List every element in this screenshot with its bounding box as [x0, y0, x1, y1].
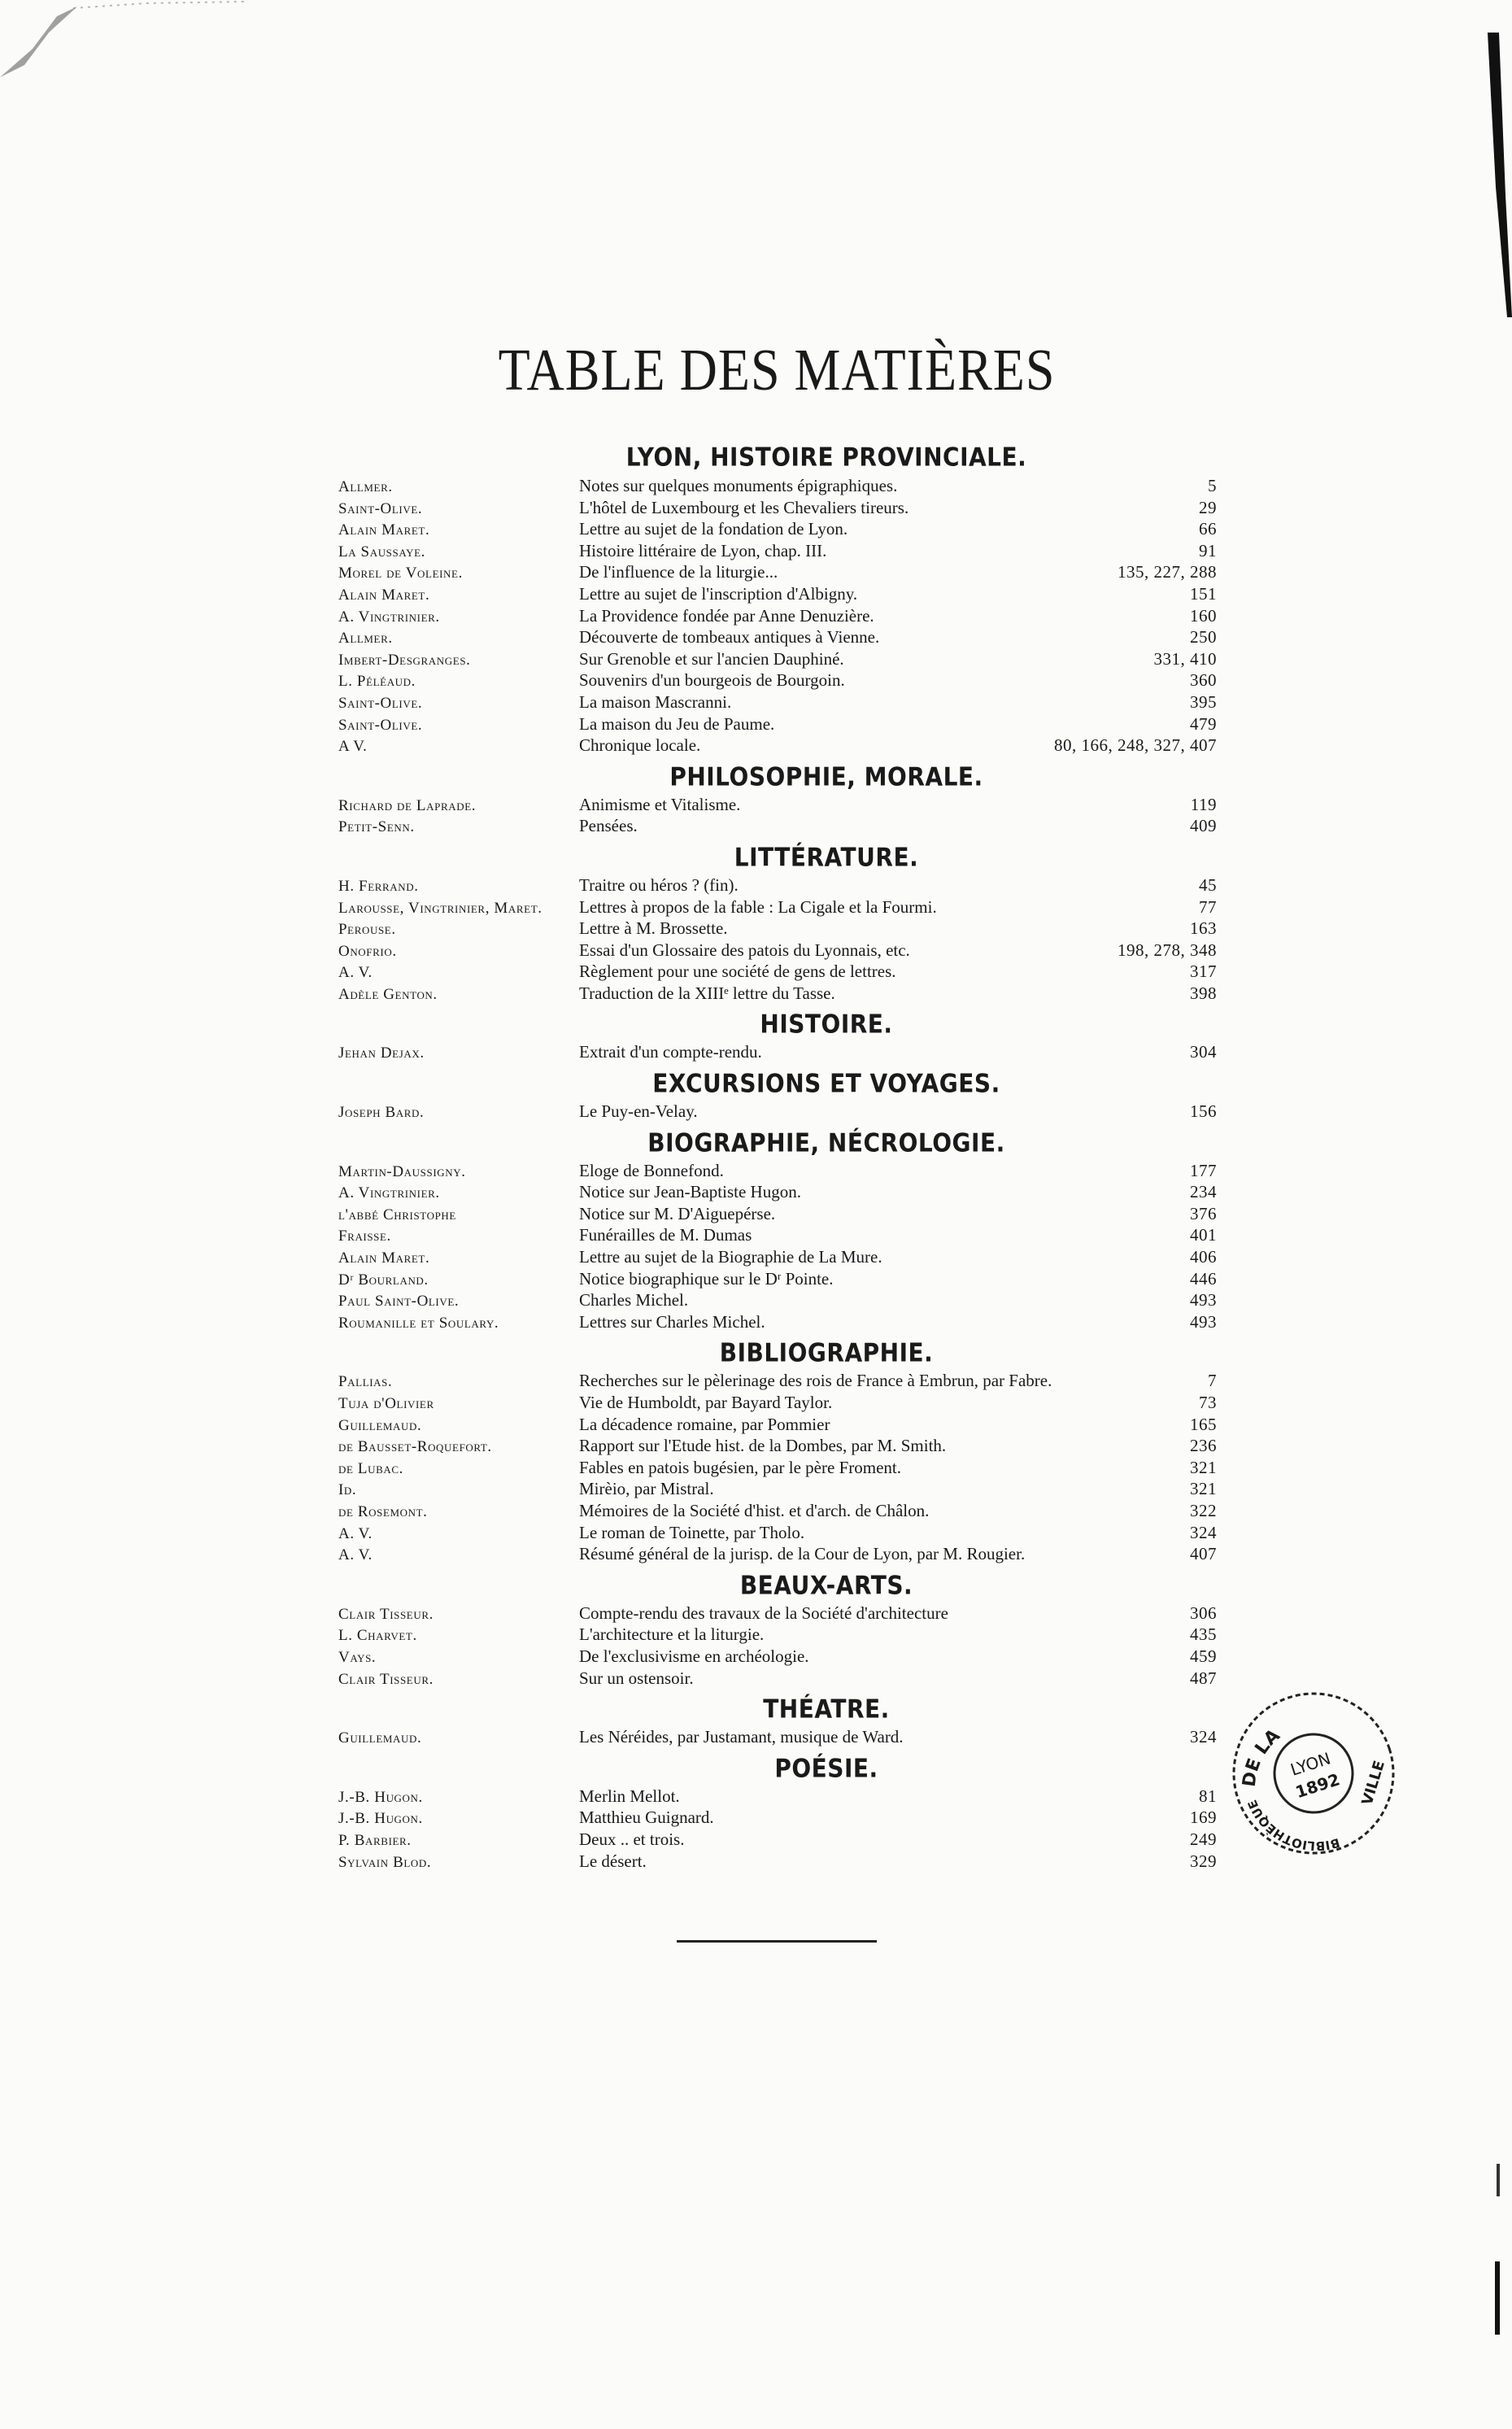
- entry-pages: 234: [1190, 1182, 1217, 1202]
- entry-author: Joseph Bard.: [338, 1104, 425, 1122]
- entry-title: L'architecture et la liturgie.: [579, 1624, 765, 1645]
- section-heading: BIOGRAPHIE, NÉCROLOGIE.: [647, 1127, 1005, 1158]
- edge-bar-mark: [1495, 2261, 1500, 2335]
- entry-title: Extrait d'un compte-rendu.: [579, 1042, 762, 1062]
- entry-title: Sur un ostensoir.: [579, 1668, 694, 1688]
- entry-author: Sylvain Blod.: [338, 1853, 432, 1871]
- toc-entry: [338, 475, 1217, 497]
- entry-pages: 493: [1190, 1290, 1217, 1310]
- section-heading: THÉATRE.: [763, 1694, 890, 1725]
- entry-author: Martin-Daussigny.: [338, 1162, 466, 1180]
- entry-pages: 5: [1208, 476, 1217, 495]
- entry-author: Larousse, Vingtrinier, Maret.: [338, 899, 542, 917]
- section-heading: HISTOIRE.: [760, 1009, 893, 1040]
- entry-author: J.-B. Hugon.: [338, 1810, 423, 1828]
- entry-pages: 45: [1199, 874, 1217, 895]
- section-heading: LITTÉRATURE.: [734, 842, 919, 873]
- section-heading: EXCURSIONS ET VOYAGES.: [652, 1068, 1000, 1099]
- entry-title: Animisme et Vitalisme.: [579, 794, 741, 814]
- entry-pages: 249: [1190, 1829, 1217, 1849]
- entry-author: Id.: [338, 1481, 357, 1499]
- entry-title: Lettres à propos de la fable : La Cigale et la Fourmi.: [579, 896, 937, 917]
- toc-entry: [338, 1786, 1217, 1808]
- entry-author: Saint-Olive.: [338, 694, 423, 712]
- toc-entry: [338, 1807, 1217, 1829]
- entry-author: Adèle Genton.: [338, 985, 438, 1003]
- entry-author: Alain Maret.: [338, 521, 430, 539]
- entry-pages: 29: [1199, 497, 1217, 517]
- toc-entry: [338, 1500, 1217, 1522]
- entry-pages: 77: [1199, 896, 1217, 917]
- entry-title: Essai d'un Glossaire des patois du Lyonnais, etc.: [579, 940, 910, 960]
- entry-title: Lettre au sujet de l'inscription d'Albigny.: [579, 583, 858, 604]
- entry-title: Mirèio, par Mistral.: [579, 1479, 714, 1499]
- library-stamp: [1228, 1688, 1399, 1859]
- toc-entry: [338, 1646, 1217, 1668]
- entry-title: Matthieu Guignard.: [579, 1808, 714, 1828]
- entry-pages: 66: [1199, 519, 1217, 539]
- entry-pages: 321: [1190, 1457, 1217, 1477]
- page-title: TABLE DES MATIÈRES: [498, 336, 1056, 403]
- entry-pages: 165: [1190, 1414, 1217, 1434]
- entry-pages: 304: [1190, 1042, 1217, 1062]
- entry-title: Deux .. et trois.: [579, 1829, 685, 1849]
- page-edge-mark: [1479, 33, 1512, 317]
- toc-entry: [338, 605, 1217, 627]
- toc-entry: [338, 940, 1217, 962]
- toc-entry: [338, 540, 1217, 562]
- table-of-contents: [338, 442, 1217, 1872]
- entry-pages: 160: [1190, 605, 1217, 626]
- entry-title: De l'exclusivisme en archéologie.: [579, 1646, 809, 1666]
- entry-author: Tuja d'Olivier: [338, 1395, 434, 1412]
- entry-pages: 169: [1190, 1808, 1217, 1828]
- entry-pages: 198, 278, 348: [1118, 940, 1217, 960]
- entry-title: Souvenirs d'un bourgeois de Bourgoin.: [579, 670, 845, 691]
- toc-entry: [338, 626, 1217, 648]
- entry-title: Pensées.: [579, 816, 638, 836]
- toc-entry: [338, 896, 1217, 918]
- entry-author: H. Ferrand.: [338, 877, 419, 895]
- toc-entry: [338, 1414, 1217, 1436]
- toc-entry: [338, 1224, 1217, 1246]
- entry-pages: 487: [1190, 1668, 1217, 1688]
- entry-pages: 151: [1190, 583, 1217, 604]
- toc-entry: [338, 1041, 1217, 1063]
- toc-entry: [338, 1478, 1217, 1500]
- toc-entry: [338, 815, 1217, 837]
- entry-author: Onofrio.: [338, 942, 397, 960]
- entry-author: Guillemaud.: [338, 1729, 422, 1747]
- entry-author: Jehan Dejax.: [338, 1044, 425, 1062]
- toc-entry: [338, 497, 1217, 519]
- entry-title: Vie de Humboldt, par Bayard Taylor.: [579, 1393, 833, 1412]
- entry-title: Histoire littéraire de Lyon, chap. III.: [579, 540, 827, 560]
- entry-title: Charles Michel.: [579, 1290, 689, 1310]
- toc-entry: [338, 1435, 1217, 1457]
- entry-author: P. Barbier.: [338, 1831, 412, 1849]
- entry-pages: 163: [1190, 918, 1217, 939]
- edge-bar-mark: [1497, 2164, 1500, 2196]
- entry-pages: 435: [1190, 1624, 1217, 1645]
- toc-entry: [338, 691, 1217, 713]
- entry-pages: 91: [1199, 540, 1217, 560]
- entry-pages: 250: [1190, 627, 1217, 648]
- entry-pages: 395: [1190, 691, 1217, 712]
- entry-author: Clair Tisseur.: [338, 1670, 434, 1688]
- entry-pages: 407: [1190, 1544, 1217, 1564]
- section-heading: BEAUX-ARTS.: [739, 1569, 913, 1600]
- entry-title: Notice sur M. D'Aiguepérse.: [579, 1203, 776, 1223]
- entry-author: de Rosemont.: [338, 1502, 428, 1520]
- entry-title: Le roman de Toinette, par Tholo.: [579, 1522, 805, 1542]
- svg-text:DE LA: [1228, 1723, 1296, 1794]
- entry-title: Le Puy-en-Velay.: [579, 1101, 698, 1122]
- entry-pages: 398: [1190, 983, 1217, 1003]
- entry-author: L. Charvet.: [338, 1627, 417, 1645]
- entry-author: L. Péléaud.: [338, 673, 416, 691]
- entry-title: Merlin Mellot.: [579, 1786, 680, 1806]
- entry-pages: 119: [1190, 794, 1217, 814]
- entry-pages: 331, 410: [1153, 648, 1217, 669]
- toc-entry: [338, 1726, 1217, 1748]
- entry-author: A. V.: [338, 964, 373, 982]
- toc-entry: [338, 1160, 1217, 1182]
- toc-entry: [338, 713, 1217, 735]
- toc-entry: [338, 874, 1217, 896]
- entry-author: Alain Maret.: [338, 586, 430, 604]
- entry-author: A. V.: [338, 1546, 373, 1564]
- entry-author: Perouse.: [338, 921, 396, 939]
- toc-entry: [338, 1392, 1217, 1414]
- toc-entry: [338, 1603, 1217, 1624]
- toc-entry: [338, 1457, 1217, 1479]
- toc-entry: [338, 1522, 1217, 1544]
- entry-title: Résumé général de la jurisp. de la Cour de Lyon, par M. Rougier.: [579, 1544, 1026, 1564]
- entry-title: Sur Grenoble et sur l'ancien Dauphiné.: [579, 648, 844, 669]
- entry-title: Funérailles de M. Dumas: [579, 1225, 752, 1245]
- toc-entry: [338, 1246, 1217, 1268]
- entry-author: Clair Tisseur.: [338, 1605, 434, 1623]
- entry-author: Fraisse.: [338, 1228, 391, 1245]
- entry-author: A. V.: [338, 1524, 373, 1542]
- section-heading: PHILOSOPHIE, MORALE.: [669, 761, 983, 791]
- entry-pages: 236: [1190, 1436, 1217, 1456]
- entry-author: A V.: [338, 738, 368, 756]
- entry-author: A. Vingtrinier.: [338, 1184, 440, 1202]
- entry-author: Saint-Olive.: [338, 499, 423, 517]
- toc-entry: [338, 1101, 1217, 1123]
- toc-entry: [338, 648, 1217, 670]
- entry-author: Dʳ Bourland.: [338, 1271, 429, 1289]
- entry-author: Alain Maret.: [338, 1249, 430, 1267]
- toc-entry: [338, 1203, 1217, 1225]
- entry-author: Saint-Olive.: [338, 716, 423, 734]
- entry-pages: 446: [1190, 1268, 1217, 1289]
- stamp-top-text: DE LA: [1239, 1725, 1284, 1789]
- entry-pages: 406: [1190, 1247, 1217, 1267]
- entry-title: Compte-rendu des travaux de la Société d'architecture: [579, 1603, 948, 1623]
- entry-pages: 401: [1190, 1225, 1217, 1245]
- entry-author: A. Vingtrinier.: [338, 608, 440, 626]
- entry-pages: 306: [1190, 1603, 1217, 1623]
- entry-title: Mémoires de la Société d'hist. et d'arch. de Châlon.: [579, 1500, 930, 1520]
- entry-pages: 7: [1208, 1371, 1217, 1391]
- entry-title: L'hôtel de Luxembourg et les Chevaliers tireurs.: [579, 497, 909, 517]
- entry-pages: 135, 227, 288: [1118, 562, 1217, 582]
- entry-pages: 479: [1190, 713, 1217, 734]
- entry-pages: 376: [1190, 1203, 1217, 1223]
- section-heading: BIBLIOGRAPHIE.: [719, 1337, 934, 1368]
- toc-entry: [338, 669, 1217, 691]
- stamp-left-text: BIBLIOTHÈQUE: [1244, 1797, 1342, 1854]
- entry-pages: 459: [1190, 1646, 1217, 1666]
- entry-author: de Lubac.: [338, 1459, 403, 1477]
- entry-pages: 493: [1190, 1311, 1217, 1332]
- closing-rule: [677, 1940, 877, 1943]
- entry-title: Découverte de tombeaux antiques à Vienne.: [579, 627, 880, 648]
- toc-entry: [338, 1829, 1217, 1851]
- entry-title: Notice sur Jean-Baptiste Hugon.: [579, 1182, 801, 1202]
- entry-pages: 321: [1190, 1479, 1217, 1499]
- section-heading: LYON, HISTOIRE PROVINCIALE.: [625, 442, 1027, 473]
- entry-title: La décadence romaine, par Pommier: [579, 1414, 830, 1434]
- toc-entry: [338, 1289, 1217, 1311]
- toc-entry: [338, 1268, 1217, 1290]
- entry-author: Vays.: [338, 1648, 377, 1666]
- entry-author: La Saussaye.: [338, 543, 426, 560]
- entry-pages: 73: [1199, 1393, 1217, 1412]
- entry-author: Guillemaud.: [338, 1416, 422, 1434]
- entry-author: Imbert-Desgranges.: [338, 651, 471, 669]
- entry-title: La maison Mascranni.: [579, 691, 732, 712]
- entry-title: Eloge de Bonnefond.: [579, 1160, 724, 1180]
- entry-title: Rapport sur l'Etude hist. de la Dombes, par M. Smith.: [579, 1436, 947, 1456]
- entry-title: Règlement pour une société de gens de lettres.: [579, 962, 896, 982]
- entry-title: Chronique locale.: [579, 735, 701, 756]
- entry-author: Pallias.: [338, 1373, 393, 1391]
- entry-author: J.-B. Hugon.: [338, 1788, 423, 1806]
- toc-entry: [338, 1370, 1217, 1392]
- entry-pages: 324: [1190, 1522, 1217, 1542]
- entry-title: Lettre au sujet de la fondation de Lyon.: [579, 519, 848, 539]
- stamp-year: 1892: [1292, 1769, 1343, 1803]
- entry-author: Allmer.: [338, 478, 393, 495]
- toc-entry: [338, 518, 1217, 540]
- entry-pages: 322: [1190, 1500, 1217, 1520]
- toc-entry: [338, 583, 1217, 605]
- toc-entry: [338, 961, 1217, 983]
- entry-title: De l'influence de la liturgie...: [579, 562, 778, 582]
- entry-pages: 329: [1190, 1851, 1217, 1871]
- toc-entry: [338, 1181, 1217, 1203]
- toc-entry: [338, 735, 1217, 757]
- stamp-city: LYON: [1288, 1748, 1333, 1780]
- toc-entry: [338, 561, 1217, 583]
- entry-title: Le désert.: [579, 1851, 647, 1871]
- entry-author: Morel de Voleine.: [338, 565, 463, 582]
- entry-author: de Bausset-Roquefort.: [338, 1438, 492, 1456]
- toc-entry: [338, 1624, 1217, 1646]
- entry-pages: 324: [1190, 1727, 1217, 1747]
- entry-pages: 409: [1190, 816, 1217, 836]
- entry-pages: 156: [1190, 1101, 1217, 1122]
- entry-title: Lettre au sujet de la Biographie de La Mure.: [579, 1247, 882, 1267]
- entry-title: Notes sur quelques monuments épigraphiques.: [579, 476, 898, 495]
- entry-author: Roumanille et Soulary.: [338, 1314, 499, 1332]
- toc-entry: [338, 1851, 1217, 1873]
- entry-author: Paul Saint-Olive.: [338, 1293, 460, 1310]
- entry-title: Lettres sur Charles Michel.: [579, 1311, 765, 1332]
- entry-title: Lettre à M. Brossette.: [579, 918, 728, 939]
- entry-title: La maison du Jeu de Paume.: [579, 713, 775, 734]
- entry-pages: 177: [1190, 1160, 1217, 1180]
- entry-author: Petit-Senn.: [338, 818, 415, 836]
- toc-entry: [338, 794, 1217, 816]
- entry-title: La Providence fondée par Anne Denuzière.: [579, 605, 874, 626]
- entry-pages: 317: [1190, 962, 1217, 982]
- entry-title: Les Néréides, par Justamant, musique de Ward.: [579, 1727, 904, 1747]
- entry-pages: 80, 166, 248, 327, 407: [1054, 735, 1217, 756]
- entry-title: Fables en patois bugésien, par le père Froment.: [579, 1457, 901, 1477]
- toc-entry: [338, 1543, 1217, 1565]
- section-heading: POÉSIE.: [774, 1752, 878, 1783]
- entry-author: l'abbé Christophe: [338, 1206, 456, 1223]
- entry-author: Richard de Laprade.: [338, 796, 477, 814]
- toc-entry: [338, 918, 1217, 940]
- corner-smudge: [0, 0, 260, 89]
- stamp-right-text: VILLE: [1358, 1758, 1388, 1808]
- entry-pages: 81: [1199, 1786, 1217, 1806]
- entry-title: Recherches sur le pèlerinage des rois de France à Embrun, par Fabre.: [579, 1371, 1052, 1391]
- entry-title: Notice biographique sur le Dʳ Pointe.: [579, 1268, 834, 1289]
- entry-author: Allmer.: [338, 630, 393, 648]
- entry-title: Traduction de la XIIIᵉ lettre du Tasse.: [579, 983, 835, 1003]
- entry-pages: 360: [1190, 670, 1217, 691]
- entry-title: Traitre ou héros ? (fin).: [579, 874, 739, 895]
- toc-entry: [338, 1668, 1217, 1690]
